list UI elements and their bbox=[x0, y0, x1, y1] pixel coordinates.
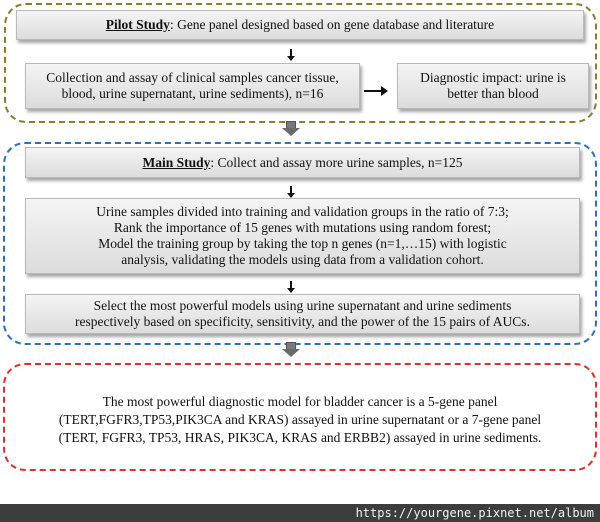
main-study-box bbox=[25, 147, 580, 178]
diagnostic-impact-text: Diagnostic impact: urine is better than blood bbox=[420, 70, 566, 101]
arrow-main-to-steps bbox=[290, 186, 292, 194]
modeling-steps-box bbox=[25, 198, 580, 274]
arrow-main-to-final bbox=[282, 342, 300, 357]
pilot-study-description: : Gene panel designed based on gene database and literature bbox=[169, 17, 495, 32]
conclusion-box bbox=[40, 385, 560, 455]
model-selection-box bbox=[25, 294, 580, 334]
watermark-bar bbox=[0, 504, 600, 522]
conclusion-text: The most powerful diagnostic model for bladder cancer is a 5-gene panel (TERT,FGFR3,TP53,PIK3CA and KRAS) assayed in urine supernatant or a 7-gene panel (TERT, FGFR3, TP53, HRAS, PIK3CA, KRAS and ERBB2) assayed in urine sediments. bbox=[58, 394, 542, 445]
arrow-collection-to-impact bbox=[364, 90, 382, 92]
main-study-description: : Collect and assay more urine samples, n=125 bbox=[210, 154, 463, 170]
watermark-url: https://yourgene.pixnet.net/album bbox=[355, 506, 594, 520]
diagnostic-impact-box bbox=[397, 63, 589, 109]
arrow-pilot-to-main bbox=[282, 121, 300, 136]
arrow-pilot-to-collection bbox=[290, 49, 292, 57]
model-selection-text: Select the most powerful models using urine supernatant and urine sediments respectively based on specificity, sensitivity, and the power of the 15 pairs of AUCs. bbox=[75, 298, 530, 329]
step-split: Urine samples divided into training and validation groups in the ratio of 7:3; bbox=[96, 204, 509, 219]
collection-box bbox=[25, 63, 360, 109]
step-model: Model the training group by taking the top n genes (n=1,…15) with logistic analysis, validating the models using data from a validation cohort. bbox=[98, 236, 507, 267]
pilot-study-title: Pilot Study bbox=[105, 17, 170, 32]
main-study-title: Main Study bbox=[142, 154, 211, 170]
step-rank: Rank the importance of 15 genes with mutations using random forest; bbox=[113, 220, 492, 235]
collection-text: Collection and assay of clinical samples cancer tissue, blood, urine supernatant, urine sediments), n=16 bbox=[46, 70, 339, 101]
arrow-steps-to-select bbox=[290, 281, 292, 289]
pilot-study-box bbox=[16, 10, 584, 40]
